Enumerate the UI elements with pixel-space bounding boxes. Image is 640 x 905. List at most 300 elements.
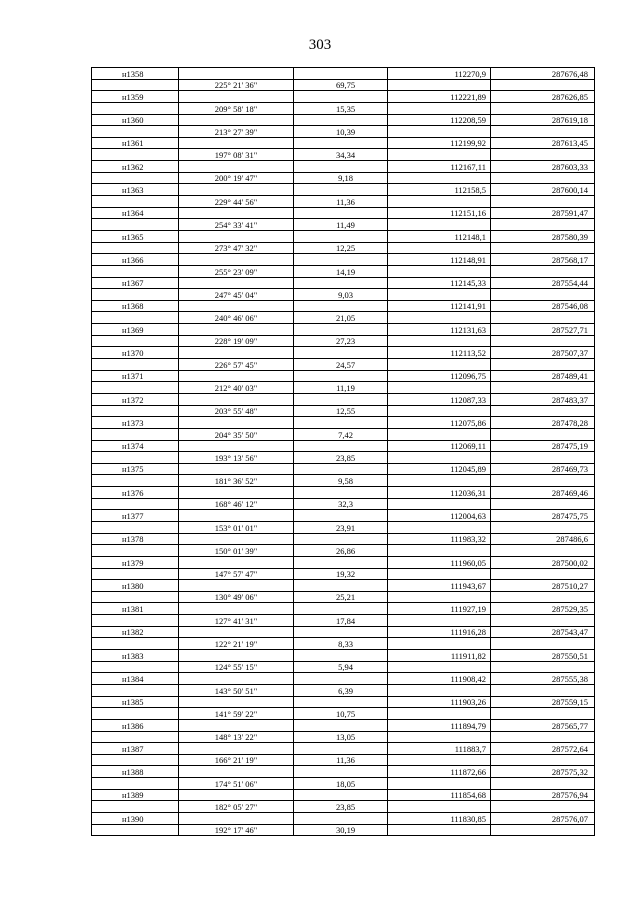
point-row [92, 417, 595, 429]
distance-spacer [294, 393, 388, 405]
coord-x: 112096,75 [388, 370, 491, 382]
distance-spacer [294, 417, 388, 429]
y-spacer [491, 172, 595, 184]
coord-y: 287543,47 [491, 626, 595, 638]
segment-length: 12,55 [294, 405, 388, 417]
x-spacer [388, 172, 491, 184]
coord-x: 111916,28 [388, 626, 491, 638]
coord-x: 112145,33 [388, 277, 491, 289]
segment-length: 17,84 [294, 615, 388, 627]
point-name: н1358 [92, 68, 179, 80]
point-name: н1386 [92, 719, 179, 731]
y-spacer [491, 591, 595, 603]
direction-angle: 193° 13' 56" [179, 452, 294, 464]
angle-spacer [179, 789, 294, 801]
angle-spacer [179, 277, 294, 289]
point-spacer [92, 824, 179, 836]
y-spacer [491, 568, 595, 580]
point-row [92, 650, 595, 662]
point-row [92, 114, 595, 126]
point-spacer [92, 172, 179, 184]
y-spacer [491, 196, 595, 208]
distance-spacer [294, 556, 388, 568]
x-spacer [388, 289, 491, 301]
angle-spacer [179, 650, 294, 662]
coord-x: 111854,68 [388, 789, 491, 801]
point-row [92, 230, 595, 242]
y-spacer [491, 359, 595, 371]
segment-length: 25,21 [294, 591, 388, 603]
angle-spacer [179, 487, 294, 499]
point-row [92, 324, 595, 336]
angle-spacer [179, 161, 294, 173]
point-row [92, 510, 595, 522]
distance-spacer [294, 789, 388, 801]
y-spacer [491, 661, 595, 673]
coord-y: 287572,64 [491, 743, 595, 755]
y-spacer [491, 242, 595, 254]
segment-row [92, 428, 595, 440]
direction-angle: 141° 59' 22" [179, 708, 294, 720]
segment-row [92, 335, 595, 347]
point-spacer [92, 615, 179, 627]
direction-angle: 204° 35' 50" [179, 428, 294, 440]
coord-y: 287510,27 [491, 580, 595, 592]
angle-spacer [179, 207, 294, 219]
angle-spacer [179, 463, 294, 475]
point-row [92, 626, 595, 638]
segment-length: 32,3 [294, 498, 388, 510]
distance-spacer [294, 347, 388, 359]
point-name: н1378 [92, 533, 179, 545]
direction-angle: 228° 19' 09" [179, 335, 294, 347]
point-name: н1377 [92, 510, 179, 522]
segment-length: 23,85 [294, 801, 388, 813]
coord-y: 287676,48 [491, 68, 595, 80]
point-name: н1379 [92, 556, 179, 568]
segment-length: 30,19 [294, 824, 388, 836]
coord-x: 111883,7 [388, 743, 491, 755]
angle-spacer [179, 347, 294, 359]
direction-angle: 225° 21' 36" [179, 79, 294, 91]
point-spacer [92, 684, 179, 696]
segment-length: 19,32 [294, 568, 388, 580]
point-name: н1381 [92, 603, 179, 615]
point-row [92, 580, 595, 592]
coord-y: 287527,71 [491, 324, 595, 336]
distance-spacer [294, 626, 388, 638]
coord-x: 112167,11 [388, 161, 491, 173]
distance-spacer [294, 277, 388, 289]
distance-spacer [294, 161, 388, 173]
point-spacer [92, 661, 179, 673]
point-row [92, 789, 595, 801]
coord-x: 112075,86 [388, 417, 491, 429]
coord-y: 287613,45 [491, 137, 595, 149]
coord-y: 287580,39 [491, 230, 595, 242]
point-spacer [92, 801, 179, 813]
angle-spacer [179, 114, 294, 126]
point-spacer [92, 102, 179, 114]
point-spacer [92, 312, 179, 324]
point-name: н1359 [92, 91, 179, 103]
direction-angle: 226° 57' 45" [179, 359, 294, 371]
segment-length: 18,05 [294, 778, 388, 790]
x-spacer [388, 708, 491, 720]
y-spacer [491, 428, 595, 440]
segment-length: 14,19 [294, 265, 388, 277]
distance-spacer [294, 324, 388, 336]
angle-spacer [179, 719, 294, 731]
x-spacer [388, 126, 491, 138]
point-name: н1367 [92, 277, 179, 289]
point-spacer [92, 638, 179, 650]
direction-angle: 197° 08' 31" [179, 149, 294, 161]
distance-spacer [294, 207, 388, 219]
angle-spacer [179, 533, 294, 545]
coord-x: 111927,19 [388, 603, 491, 615]
point-row [92, 440, 595, 452]
y-spacer [491, 265, 595, 277]
page-number: 303 [308, 37, 332, 53]
x-spacer [388, 498, 491, 510]
coord-y: 287550,51 [491, 650, 595, 662]
angle-spacer [179, 324, 294, 336]
direction-angle: 122° 21' 19" [179, 638, 294, 650]
direction-angle: 150° 01' 39" [179, 545, 294, 557]
x-spacer [388, 359, 491, 371]
coord-x: 112113,52 [388, 347, 491, 359]
point-name: н1372 [92, 393, 179, 405]
point-name: н1383 [92, 650, 179, 662]
x-spacer [388, 196, 491, 208]
segment-length: 23,85 [294, 452, 388, 464]
point-row [92, 370, 595, 382]
distance-spacer [294, 370, 388, 382]
point-spacer [92, 591, 179, 603]
coord-y: 287489,41 [491, 370, 595, 382]
coord-y: 287546,08 [491, 300, 595, 312]
point-row [92, 184, 595, 196]
point-spacer [92, 568, 179, 580]
distance-spacer [294, 184, 388, 196]
distance-spacer [294, 114, 388, 126]
segment-length: 11,36 [294, 754, 388, 766]
coord-x: 112045,89 [388, 463, 491, 475]
x-spacer [388, 149, 491, 161]
coord-y: 287591,47 [491, 207, 595, 219]
direction-angle: 148° 13' 22" [179, 731, 294, 743]
segment-length: 12,25 [294, 242, 388, 254]
y-spacer [491, 126, 595, 138]
coord-x: 112208,59 [388, 114, 491, 126]
direction-angle: 182° 05' 27" [179, 801, 294, 813]
angle-spacer [179, 230, 294, 242]
y-spacer [491, 102, 595, 114]
segment-row [92, 778, 595, 790]
segment-row [92, 359, 595, 371]
x-spacer [388, 824, 491, 836]
segment-row [92, 684, 595, 696]
segment-row [92, 475, 595, 487]
direction-angle: 143° 50' 51" [179, 684, 294, 696]
direction-angle: 147° 57' 47" [179, 568, 294, 580]
x-spacer [388, 405, 491, 417]
point-spacer [92, 289, 179, 301]
direction-angle: 255° 23' 09" [179, 265, 294, 277]
point-name: н1385 [92, 696, 179, 708]
x-spacer [388, 684, 491, 696]
segment-row [92, 661, 595, 673]
coord-y: 287478,28 [491, 417, 595, 429]
coord-y: 287576,94 [491, 789, 595, 801]
direction-angle: 273° 47' 32" [179, 242, 294, 254]
coord-y: 287483,37 [491, 393, 595, 405]
distance-spacer [294, 487, 388, 499]
segment-length: 7,42 [294, 428, 388, 440]
coord-x: 112036,31 [388, 487, 491, 499]
segment-row [92, 452, 595, 464]
coord-x: 112087,33 [388, 393, 491, 405]
segment-length: 6,39 [294, 684, 388, 696]
segment-row [92, 242, 595, 254]
y-spacer [491, 79, 595, 91]
angle-spacer [179, 370, 294, 382]
point-spacer [92, 428, 179, 440]
coord-y: 287559,15 [491, 696, 595, 708]
x-spacer [388, 219, 491, 231]
x-spacer [388, 661, 491, 673]
y-spacer [491, 335, 595, 347]
y-spacer [491, 219, 595, 231]
segment-row [92, 102, 595, 114]
angle-spacer [179, 440, 294, 452]
direction-angle: 181° 36' 52" [179, 475, 294, 487]
point-spacer [92, 452, 179, 464]
point-row [92, 91, 595, 103]
x-spacer [388, 79, 491, 91]
angle-spacer [179, 300, 294, 312]
coord-x: 111894,79 [388, 719, 491, 731]
point-name: н1375 [92, 463, 179, 475]
segment-length: 5,94 [294, 661, 388, 673]
point-name: н1366 [92, 254, 179, 266]
x-spacer [388, 102, 491, 114]
angle-spacer [179, 91, 294, 103]
coord-x: 111872,66 [388, 766, 491, 778]
point-row [92, 463, 595, 475]
x-spacer [388, 428, 491, 440]
distance-spacer [294, 743, 388, 755]
x-spacer [388, 754, 491, 766]
point-row [92, 603, 595, 615]
coord-y: 287576,07 [491, 813, 595, 825]
segment-length: 10,39 [294, 126, 388, 138]
point-row [92, 254, 595, 266]
segment-row [92, 521, 595, 533]
y-spacer [491, 521, 595, 533]
coord-y: 287568,17 [491, 254, 595, 266]
point-spacer [92, 405, 179, 417]
segment-length: 23,91 [294, 521, 388, 533]
point-name: н1370 [92, 347, 179, 359]
point-spacer [92, 149, 179, 161]
segment-length: 9,58 [294, 475, 388, 487]
segment-length: 8,33 [294, 638, 388, 650]
point-row [92, 393, 595, 405]
point-name: н1364 [92, 207, 179, 219]
direction-angle: 203° 55' 48" [179, 405, 294, 417]
segment-row [92, 615, 595, 627]
segment-length: 11,49 [294, 219, 388, 231]
point-row [92, 673, 595, 685]
direction-angle: 254° 33' 41" [179, 219, 294, 231]
angle-spacer [179, 580, 294, 592]
angle-spacer [179, 766, 294, 778]
point-name: н1382 [92, 626, 179, 638]
segment-row [92, 405, 595, 417]
coord-y: 287500,02 [491, 556, 595, 568]
coord-y: 287507,37 [491, 347, 595, 359]
segment-length: 69,75 [294, 79, 388, 91]
direction-angle: 209° 58' 18" [179, 102, 294, 114]
coord-x: 112148,1 [388, 230, 491, 242]
segment-row [92, 545, 595, 557]
angle-spacer [179, 556, 294, 568]
coord-y: 287600,14 [491, 184, 595, 196]
point-row [92, 766, 595, 778]
coord-x: 111983,32 [388, 533, 491, 545]
segment-row [92, 801, 595, 813]
segment-length: 34,34 [294, 149, 388, 161]
angle-spacer [179, 417, 294, 429]
y-spacer [491, 778, 595, 790]
x-spacer [388, 475, 491, 487]
coord-x: 111908,42 [388, 673, 491, 685]
angle-spacer [179, 254, 294, 266]
coord-y: 287626,85 [491, 91, 595, 103]
point-name: н1374 [92, 440, 179, 452]
segment-row [92, 638, 595, 650]
point-row [92, 137, 595, 149]
segment-row [92, 126, 595, 138]
point-name: н1376 [92, 487, 179, 499]
y-spacer [491, 731, 595, 743]
segment-row [92, 708, 595, 720]
distance-spacer [294, 719, 388, 731]
point-spacer [92, 545, 179, 557]
coord-x: 111911,82 [388, 650, 491, 662]
angle-spacer [179, 813, 294, 825]
x-spacer [388, 801, 491, 813]
segment-row [92, 219, 595, 231]
direction-angle: 130° 49' 06" [179, 591, 294, 603]
coord-x: 112151,16 [388, 207, 491, 219]
coord-x: 112148,91 [388, 254, 491, 266]
segment-length: 9,18 [294, 172, 388, 184]
point-name: н1389 [92, 789, 179, 801]
angle-spacer [179, 68, 294, 80]
point-name: н1369 [92, 324, 179, 336]
coord-x: 112221,89 [388, 91, 491, 103]
distance-spacer [294, 603, 388, 615]
y-spacer [491, 452, 595, 464]
point-spacer [92, 754, 179, 766]
y-spacer [491, 312, 595, 324]
segment-row [92, 731, 595, 743]
coord-x: 111903,26 [388, 696, 491, 708]
direction-angle: 166° 21' 19" [179, 754, 294, 766]
segment-length: 13,05 [294, 731, 388, 743]
y-spacer [491, 708, 595, 720]
segment-row [92, 79, 595, 91]
angle-spacer [179, 184, 294, 196]
coord-y: 287555,38 [491, 673, 595, 685]
coord-y: 287486,6 [491, 533, 595, 545]
coord-y: 287475,75 [491, 510, 595, 522]
y-spacer [491, 498, 595, 510]
point-spacer [92, 708, 179, 720]
direction-angle: 153° 01' 01" [179, 521, 294, 533]
segment-length: 10,75 [294, 708, 388, 720]
point-row [92, 813, 595, 825]
coord-y: 287469,46 [491, 487, 595, 499]
point-spacer [92, 498, 179, 510]
coord-x: 112199,92 [388, 137, 491, 149]
coord-y: 287575,32 [491, 766, 595, 778]
segment-row [92, 754, 595, 766]
segment-length: 21,05 [294, 312, 388, 324]
coord-y: 287469,73 [491, 463, 595, 475]
coord-x: 111943,67 [388, 580, 491, 592]
segment-length: 11,19 [294, 382, 388, 394]
distance-spacer [294, 300, 388, 312]
distance-spacer [294, 813, 388, 825]
coord-x: 111960,05 [388, 556, 491, 568]
segment-row [92, 265, 595, 277]
distance-spacer [294, 68, 388, 80]
angle-spacer [179, 510, 294, 522]
coord-y: 287565,77 [491, 719, 595, 731]
distance-spacer [294, 137, 388, 149]
direction-angle: 127° 41' 31" [179, 615, 294, 627]
point-name: н1365 [92, 230, 179, 242]
distance-spacer [294, 510, 388, 522]
x-spacer [388, 521, 491, 533]
y-spacer [491, 754, 595, 766]
direction-angle: 174° 51' 06" [179, 778, 294, 790]
point-row [92, 696, 595, 708]
point-name: н1360 [92, 114, 179, 126]
segment-length: 27,23 [294, 335, 388, 347]
segment-length: 9,03 [294, 289, 388, 301]
point-spacer [92, 475, 179, 487]
distance-spacer [294, 673, 388, 685]
y-spacer [491, 615, 595, 627]
point-name: н1388 [92, 766, 179, 778]
point-spacer [92, 265, 179, 277]
point-row [92, 300, 595, 312]
y-spacer [491, 475, 595, 487]
point-name: н1362 [92, 161, 179, 173]
point-spacer [92, 196, 179, 208]
coord-y: 287554,44 [491, 277, 595, 289]
angle-spacer [179, 696, 294, 708]
x-spacer [388, 452, 491, 464]
point-name: н1373 [92, 417, 179, 429]
x-spacer [388, 382, 491, 394]
point-row [92, 68, 595, 80]
